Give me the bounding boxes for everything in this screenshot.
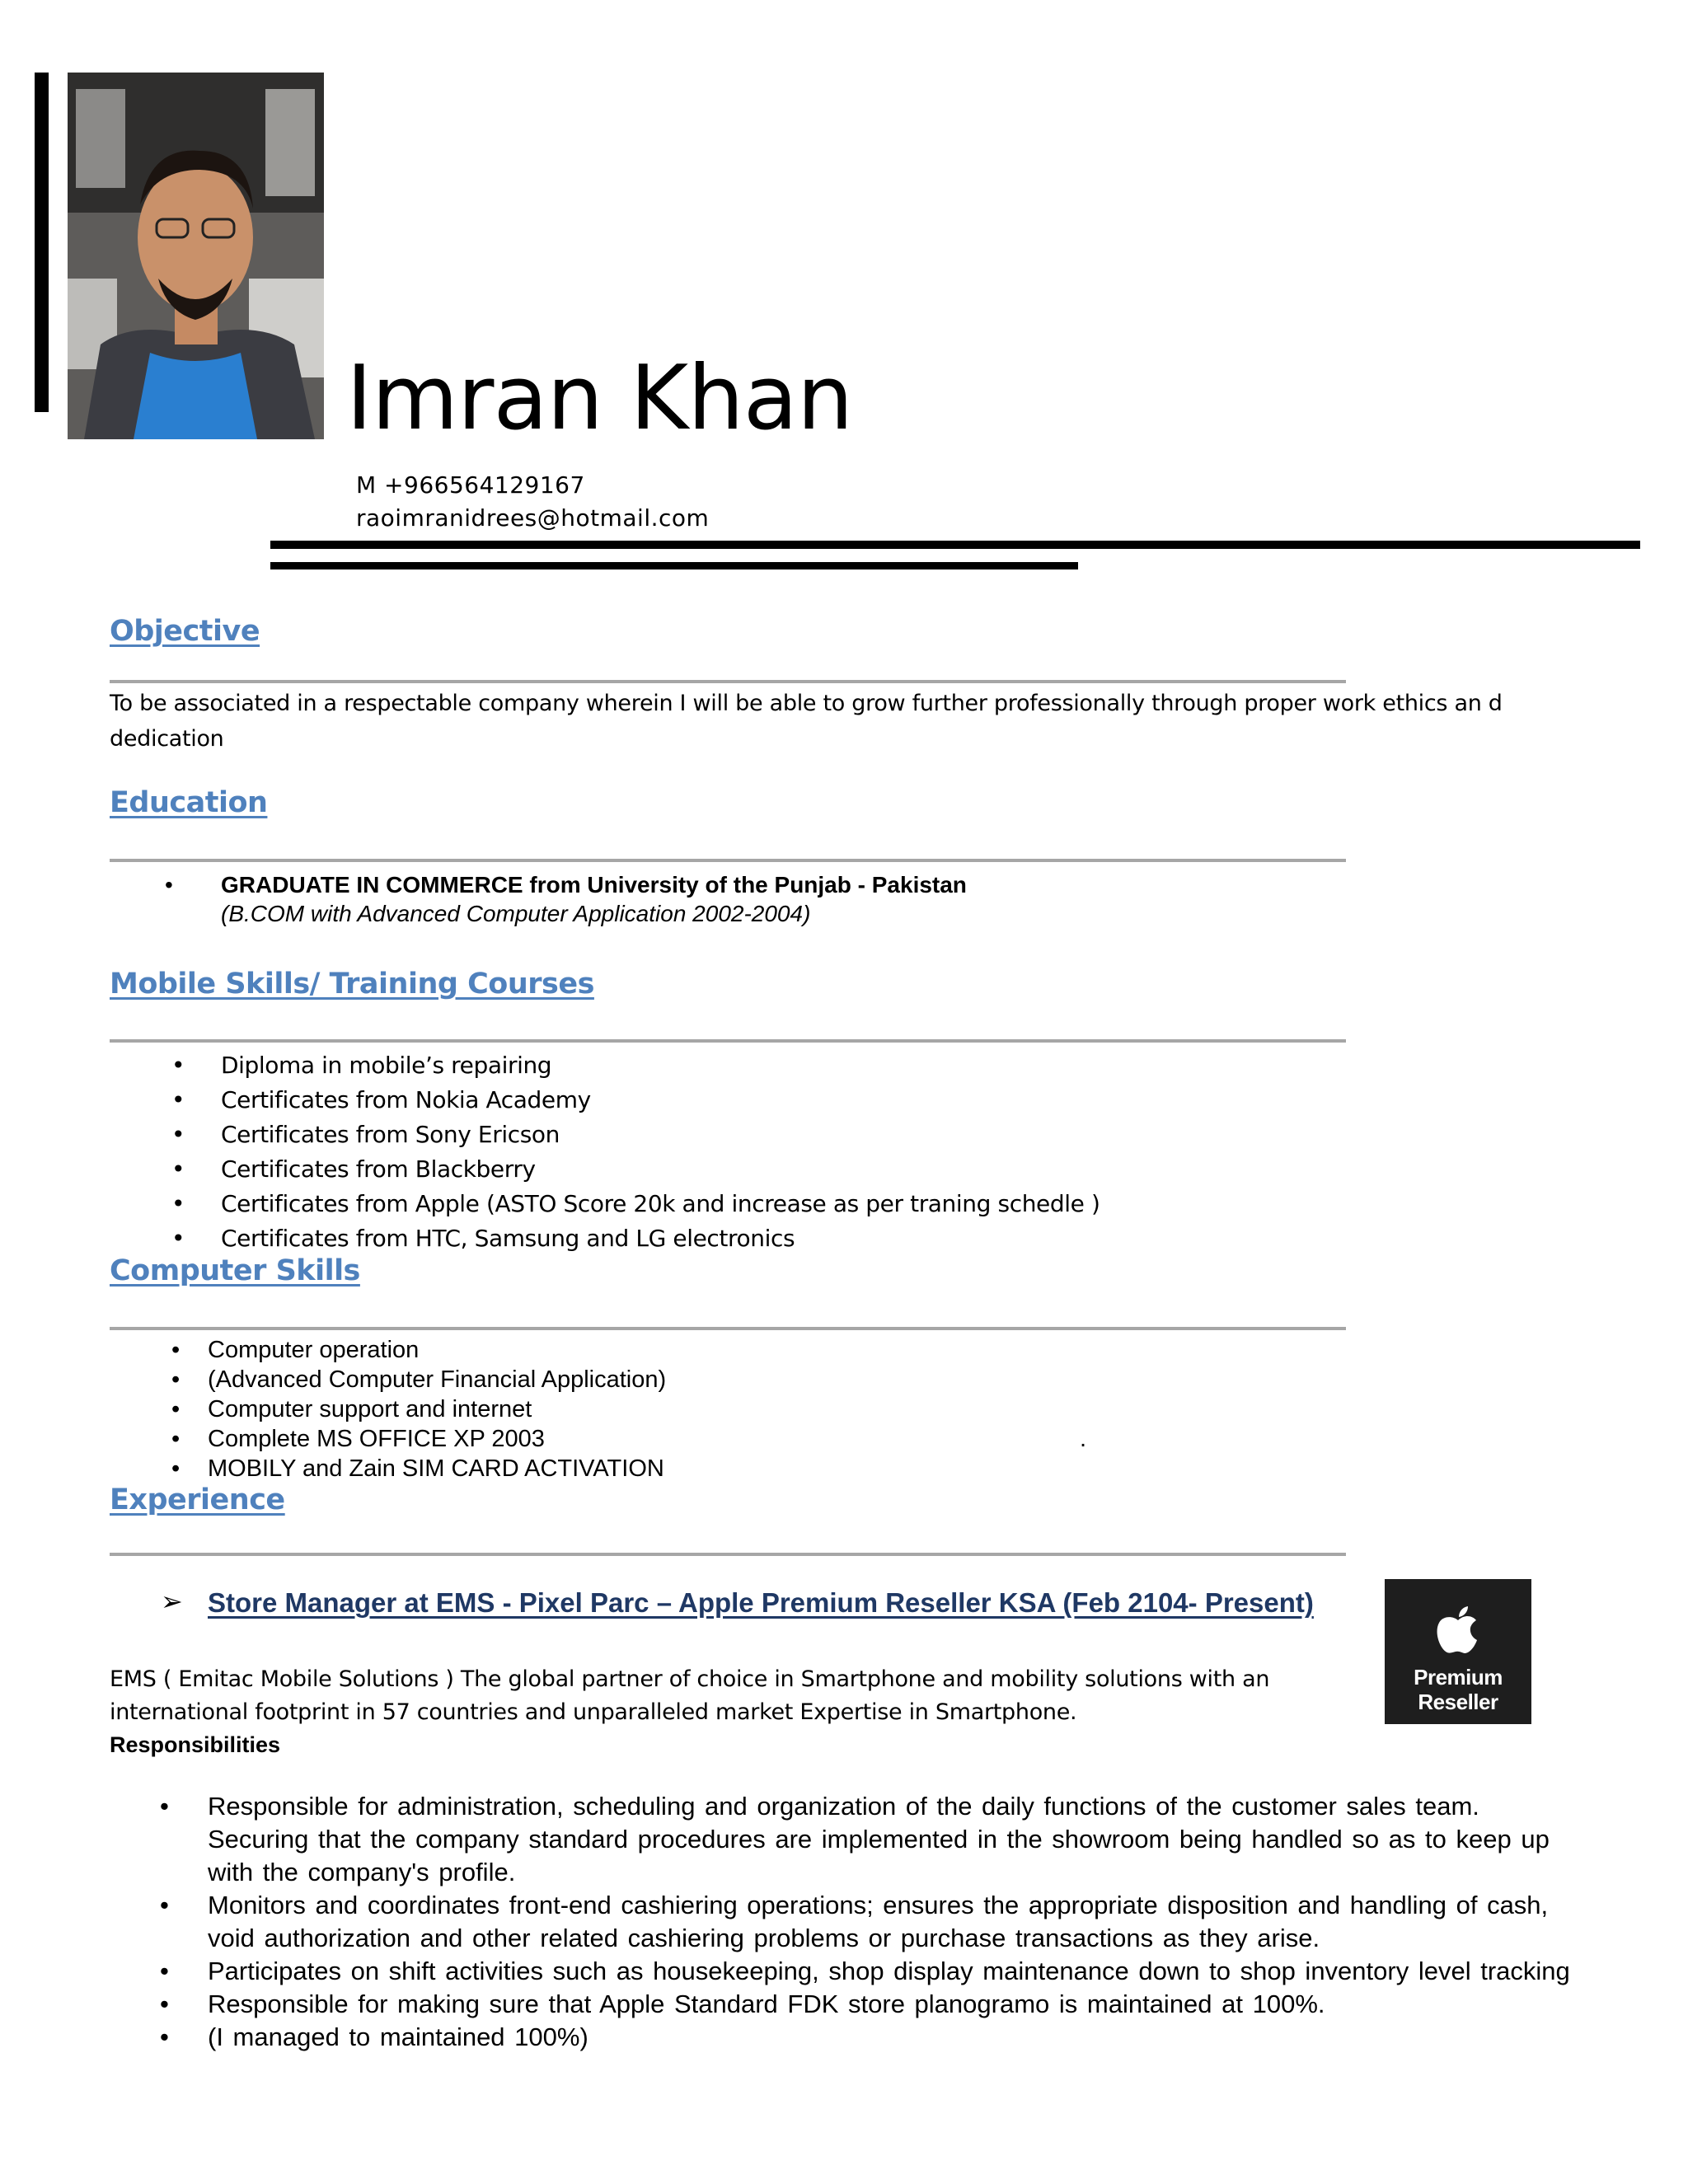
bullet-icon: • (171, 1052, 185, 1079)
list-item-text: Participates on shift activities such as housekeeping, shop display maintenance down to shop inventory level tracking (208, 1957, 1570, 1985)
bullet-icon: • (171, 1426, 181, 1452)
education-list (165, 868, 967, 902)
list-item-text: Certificates from Nokia Academy (221, 1086, 591, 1113)
mobile-skills-list (165, 1048, 1100, 1256)
list-item (165, 1424, 666, 1454)
list-item (157, 1988, 1574, 2021)
list-item-text: Responsible for making sure that Apple Standard FDK store planogramo is maintained at 100%. (208, 1990, 1325, 2018)
list-item (165, 1118, 1100, 1152)
list-item-text: Responsible for administration, scheduling and organization of the daily functions of the customer sales team. Securing that the company standard procedures are implemented in the showroom being handled so as to keep up with the company's profile. (208, 1792, 1550, 1886)
list-item (165, 1394, 666, 1424)
company-description: EMS ( Emitac Mobile Solutions ) The global partner of choice in Smartphone and mobility solutions with an international footprint in 57 countries and unparalleled market Expertise in Smartphone. (110, 1666, 1270, 1725)
responsibilities-list (157, 1790, 1574, 2054)
education-heading: Education (110, 786, 268, 819)
list-item (165, 1221, 1100, 1256)
bullet-icon: • (171, 1396, 181, 1422)
badge-line-reseller: Reseller (1418, 1690, 1498, 1714)
apple-premium-reseller-badge (1385, 1579, 1531, 1724)
responsibilities-label: Responsibilities (110, 1732, 281, 1757)
list-item-text: Certificates from Apple (ASTO Score 20k and increase as per traning schedle ) (221, 1190, 1100, 1217)
mobile-skills-divider (110, 1039, 1346, 1043)
objective-heading: Objective (110, 615, 260, 648)
header-rule-long (270, 541, 1640, 549)
bullet-icon: • (165, 872, 173, 898)
education-item-title: GRADUATE IN COMMERCE from University of the Punjab - Pakistan (221, 872, 967, 898)
list-item (157, 1889, 1574, 1955)
header-rule-short (270, 562, 1078, 569)
list-item-text: Computer support and internet (208, 1396, 532, 1422)
experience-divider (110, 1553, 1346, 1556)
header-accent-bar (35, 73, 49, 412)
list-item-text: Certificates from Sony Ericson (221, 1121, 560, 1148)
badge-line-premium: Premium (1414, 1665, 1503, 1690)
email-address: raoimranidrees@hotmail.com (356, 504, 710, 532)
list-item-text: (Advanced Computer Financial Application) (208, 1366, 667, 1393)
computer-skills-divider (110, 1327, 1346, 1330)
bullet-icon: • (160, 1957, 169, 1985)
experience-heading: Experience (110, 1483, 285, 1516)
bullet-icon: • (160, 1891, 169, 1919)
profile-photo (68, 73, 324, 439)
list-item (165, 1152, 1100, 1187)
list-item-text: Certificates from HTC, Samsung and LG electronics (221, 1225, 795, 1252)
objective-divider (110, 680, 1346, 683)
mobile-skills-heading: Mobile Skills/ Training Courses (110, 968, 594, 1001)
phone-number: M +966564129167 (356, 471, 585, 499)
bullet-icon: • (171, 1190, 185, 1217)
education-degree-detail: (B.COM with Advanced Computer Application 2002-2004) (221, 901, 811, 926)
list-item-text: Monitors and coordinates front-end cashiering operations; ensures the appropriate disposition and handling of cash, void authorization and other related cashiering problems or purchase transactions as they arise. (208, 1891, 1549, 1952)
education-divider (110, 859, 1346, 862)
bullet-icon: • (171, 1455, 181, 1482)
list-item (165, 1365, 666, 1394)
list-item-text: MOBILY and Zain SIM CARD ACTIVATION (208, 1455, 664, 1482)
candidate-name: Imran Khan (346, 347, 853, 450)
stray-period: . (1080, 1426, 1087, 1452)
bullet-icon: • (171, 1155, 185, 1183)
bullet-icon: • (160, 1990, 169, 2018)
list-item-text: (I managed to maintained 100%) (208, 2022, 588, 2051)
arrow-bullet-icon: ➢ (161, 1586, 183, 1616)
list-item (157, 1790, 1574, 1889)
bullet-icon: • (171, 1086, 185, 1113)
list-item (165, 1335, 666, 1365)
list-item (165, 1454, 666, 1483)
bullet-icon: • (171, 1225, 185, 1252)
computer-skills-list (165, 1335, 666, 1483)
list-item (165, 1187, 1100, 1221)
job-title: Store Manager at EMS - Pixel Parc – Apple Premium Reseller KSA (Feb 2104- Present) (208, 1587, 1314, 1618)
education-item (165, 868, 967, 902)
computer-skills-heading: Computer Skills (110, 1254, 360, 1287)
objective-text: To be associated in a respectable company wherein I will be able to grow further professionally through proper work ethics an d dedication (110, 691, 1503, 752)
list-item (165, 1048, 1100, 1083)
list-item (157, 2021, 1574, 2054)
bullet-icon: • (160, 1792, 169, 1821)
bullet-icon: • (171, 1337, 181, 1363)
bullet-icon: • (171, 1121, 185, 1148)
list-item-text: Diploma in mobile’s repairing (221, 1052, 552, 1079)
badge-label (1385, 1665, 1531, 1714)
list-item-text: Complete MS OFFICE XP 2003 (208, 1426, 545, 1452)
list-item-text: Certificates from Blackberry (221, 1155, 536, 1183)
list-item (157, 1955, 1574, 1988)
list-item (165, 1083, 1100, 1118)
list-item-text: Computer operation (208, 1337, 420, 1363)
apple-logo-icon (1385, 1602, 1531, 1660)
profile-photo-image (68, 73, 324, 439)
bullet-icon: • (171, 1366, 181, 1393)
bullet-icon: • (160, 2022, 169, 2051)
